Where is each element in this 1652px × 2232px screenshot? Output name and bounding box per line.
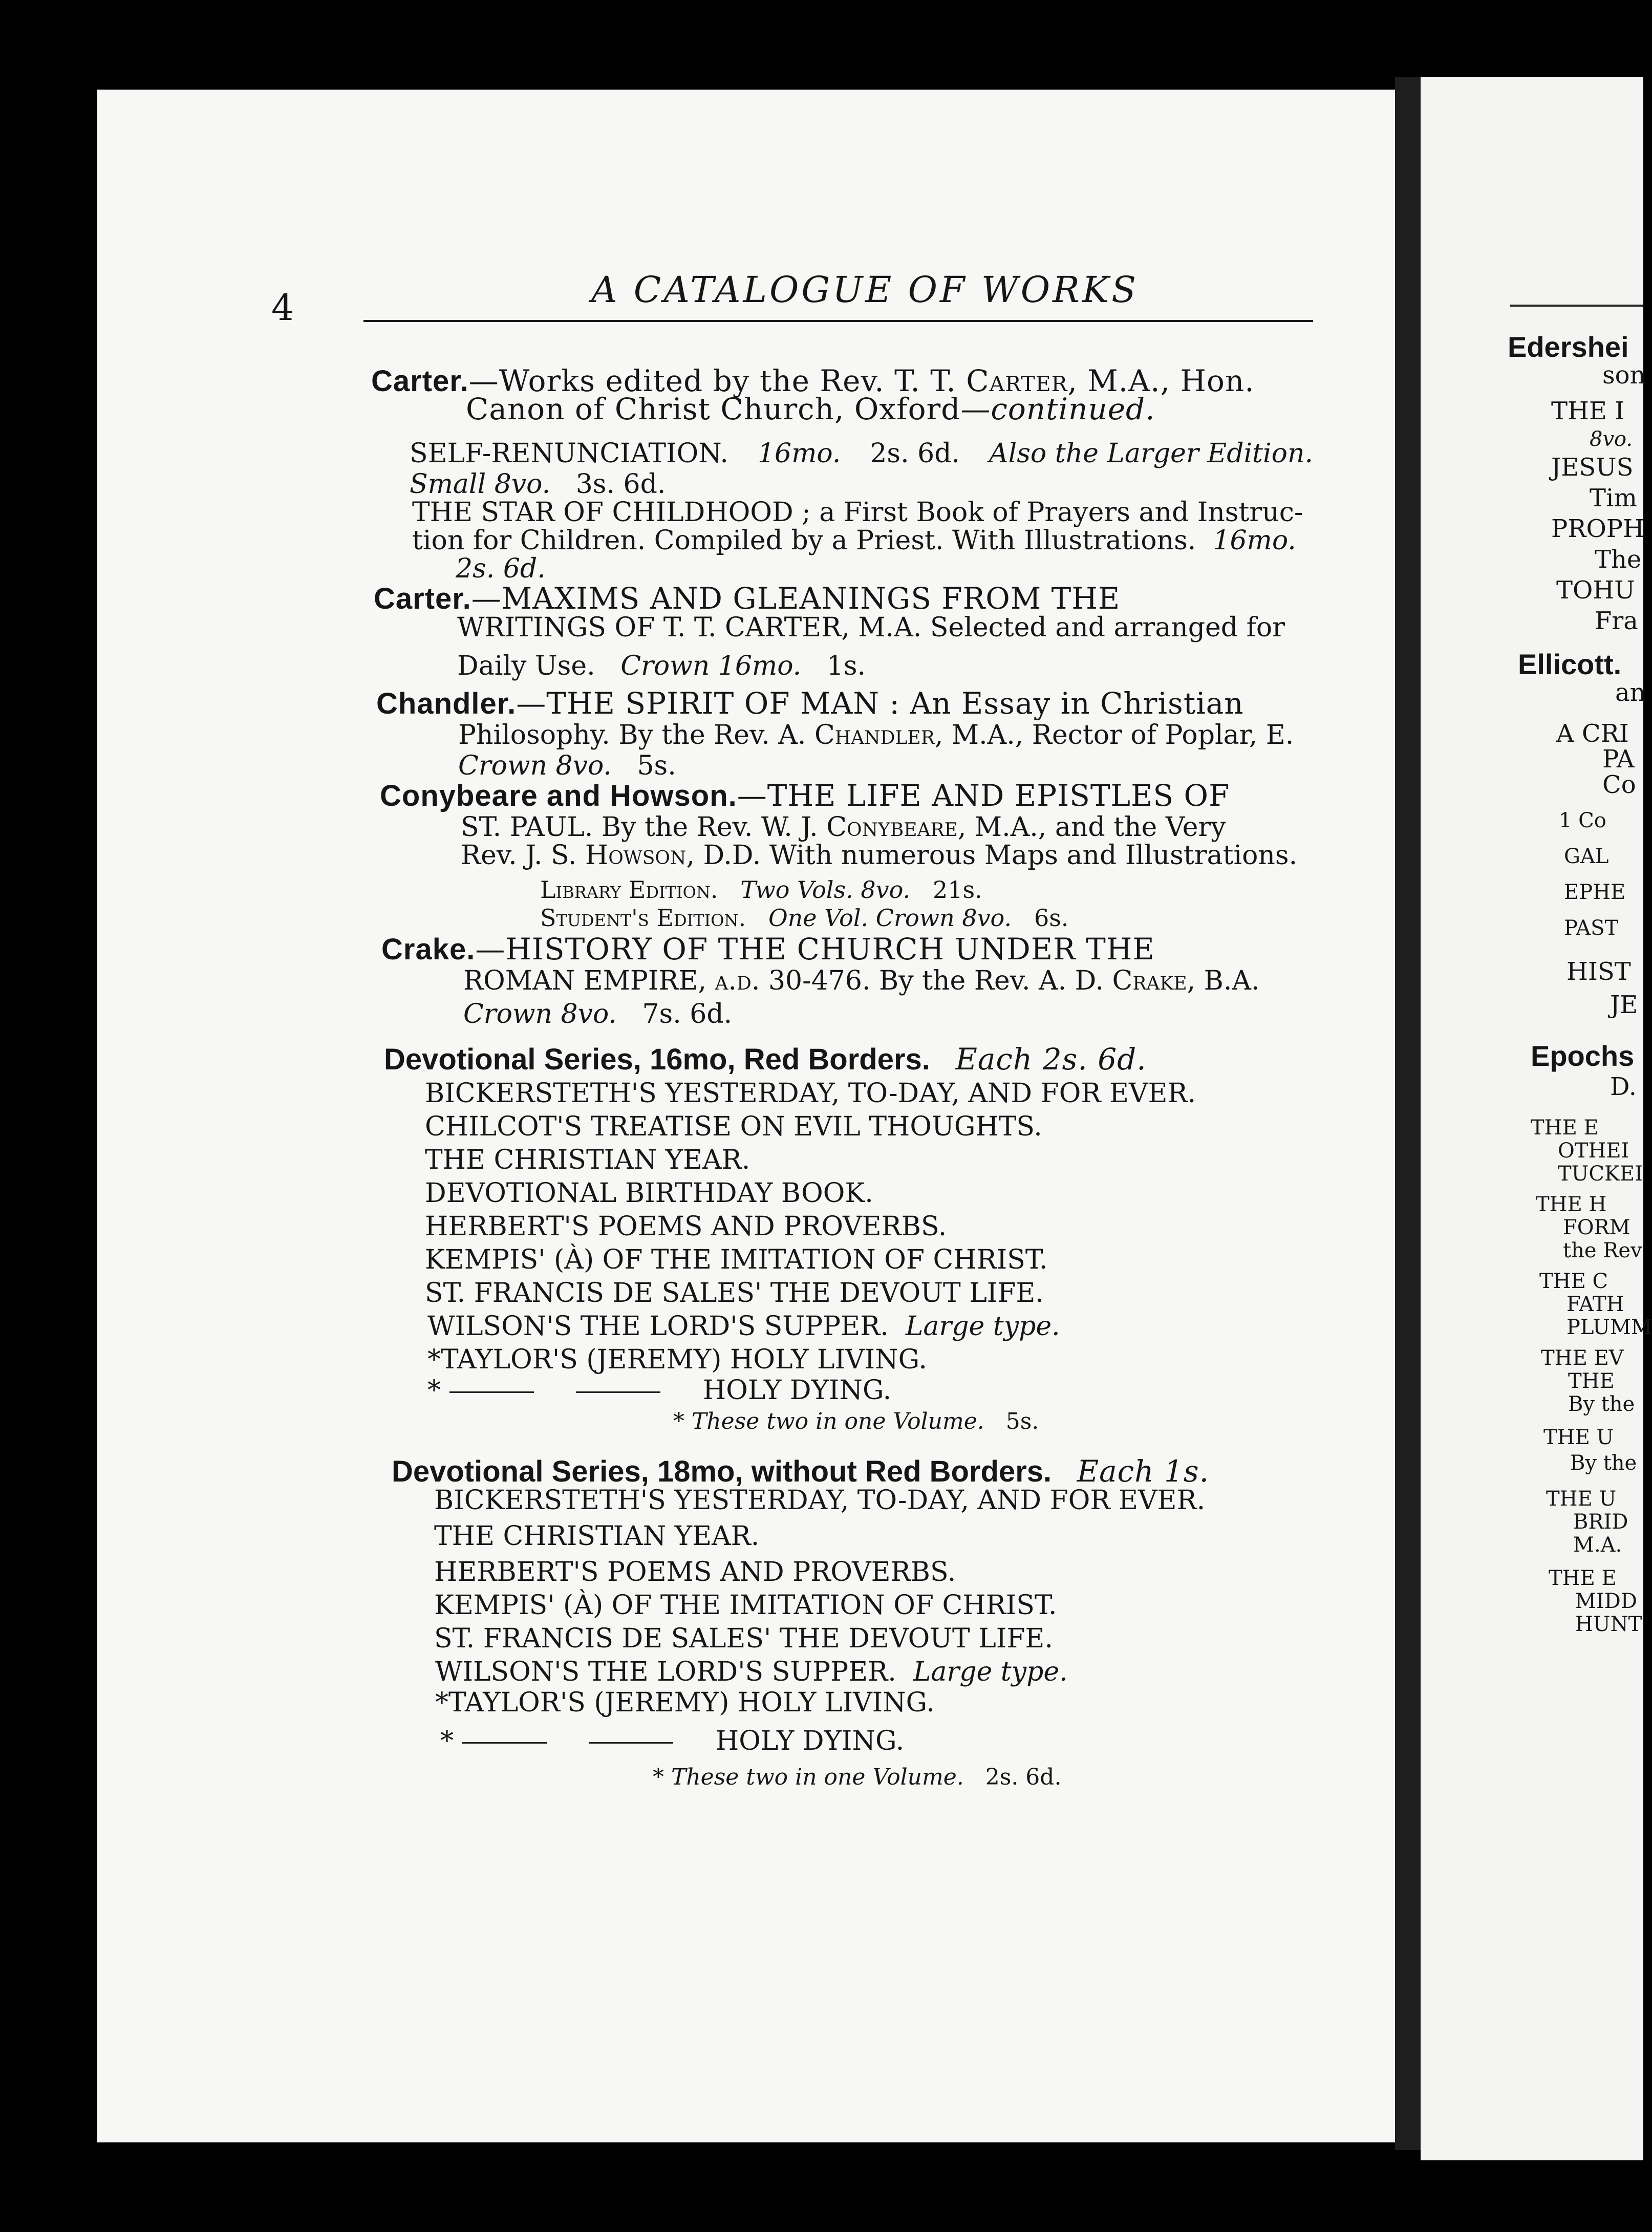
star-of-childhood-line3: 2s. 6d.: [456, 553, 546, 584]
dev18-taylor: *TAYLOR'S (JEREMY) HOLY LIVING.: [435, 1687, 935, 1718]
carter-maxims-line3: Daily Use. Crown 16mo. 1s.: [457, 651, 866, 681]
devotional-18mo-heading: Devotional Series, 18mo, without Red Borders. Each 1s.: [392, 1454, 1210, 1489]
dev18-item: BICKERSTETH'S YESTERDAY, TO-DAY, AND FOR EVER.: [434, 1485, 1206, 1516]
dev16-item: DEVOTIONAL BIRTHDAY BOOK.: [425, 1178, 873, 1209]
star-of-childhood-line1: THE STAR OF CHILDHOOD ; a First Book of Prayers and Instruc-: [412, 497, 1303, 528]
dev16-item: THE CHRISTIAN YEAR.: [425, 1145, 750, 1175]
dev18-wilson: WILSON'S THE LORD'S SUPPER. Large type.: [435, 1657, 1068, 1687]
self-renunciation-line2: Small 8vo. 3s. 6d.: [410, 469, 666, 500]
dev18-item: HERBERT'S POEMS AND PROVERBS.: [434, 1557, 956, 1587]
dev18-item: THE CHRISTIAN YEAR.: [434, 1521, 760, 1552]
ditto-dash: [576, 1391, 660, 1393]
conybeare-line3: Rev. J. S. Howson, D.D. With numerous Maps and Illustrations.: [461, 840, 1298, 871]
header-rule: [363, 320, 1313, 322]
dev16-item: CHILCOT'S TREATISE ON EVIL THOUGHTS.: [425, 1111, 1042, 1142]
dev16-item: ST. FRANCIS DE SALES' THE DEVOUT LIFE.: [425, 1278, 1044, 1308]
book-spine: [1395, 77, 1421, 2150]
dev18-holy-dying: * HOLY DYING.: [440, 1726, 905, 1756]
right-page-fragment: Edershei son THE I 8vo. JESUS Tim PROPH The TOHU Fra Ellicott. an A CRI PA Co 1 Co GAL EPHE PAST HIST JE Epochs D. THE E OTHEI TUCKEI THE H FORM the Rev THE C FATH PLUMM THE EV THE By the THE U By the THE U BRID M.A. THE E MIDD HUNT: [1421, 77, 1643, 2160]
dev16-holy-dying: * HOLY DYING.: [427, 1375, 892, 1406]
star-of-childhood-line2: tion for Children. Compiled by a Priest. With Illustrations. 16mo.: [412, 525, 1296, 556]
chandler-line2: Philosophy. By the Rev. A. Chandler, M.A., Rector of Poplar, E.: [458, 720, 1294, 750]
carter-maxims-line2: WRITINGS OF T. T. CARTER, M.A. Selected and arranged for: [457, 612, 1285, 643]
dev18-item: ST. FRANCIS DE SALES' THE DEVOUT LIFE.: [434, 1623, 1053, 1654]
page-number: 4: [271, 287, 294, 329]
carter-maxims-line1: Carter.—MAXIMS AND GLEANINGS FROM THE: [374, 581, 1121, 616]
carter-entry-line1: Carter.—Works edited by the Rev. T. T. Carter, M.A., Hon.: [371, 363, 1255, 398]
dev18-note: * These two in one Volume. 2s. 6d.: [653, 1764, 1062, 1790]
students-edition-line: Student's Edition. One Vol. Crown 8vo. 6s.: [540, 904, 1069, 932]
self-renunciation-line: SELF-RENUNCIATION. 16mo. 2s. 6d. Also the Larger Edition.: [410, 438, 1313, 469]
dev16-note: * These two in one Volume. 5s.: [673, 1408, 1039, 1434]
ditto-dash: [449, 1391, 534, 1393]
crake-line2: ROMAN EMPIRE, a.d. 30-476. By the Rev. A. D. Crake, B.A.: [463, 965, 1260, 996]
running-head: A CATALOGUE OF WORKS: [591, 269, 1139, 311]
chandler-line3: Crown 8vo. 5s.: [458, 750, 676, 781]
dev16-item: HERBERT'S POEMS AND PROVERBS.: [425, 1211, 947, 1242]
right-header-rule: [1510, 305, 1643, 307]
crake-line1: Crake.—HISTORY OF THE CHURCH UNDER THE: [381, 932, 1155, 967]
dev16-item: BICKERSTETH'S YESTERDAY, TO-DAY, AND FOR EVER.: [425, 1078, 1196, 1109]
dev18-item: KEMPIS' (À) OF THE IMITATION OF CHRIST.: [434, 1590, 1057, 1621]
conybeare-line2: ST. PAUL. By the Rev. W. J. Conybeare, M.A., and the Very: [461, 812, 1226, 843]
dev16-taylor: *TAYLOR'S (JEREMY) HOLY LIVING.: [427, 1344, 927, 1375]
headword: Carter.: [371, 364, 469, 398]
devotional-16mo-heading: Devotional Series, 16mo, Red Borders. Each 2s. 6d.: [384, 1042, 1147, 1077]
conybeare-line1: Conybeare and Howson.—THE LIFE AND EPISTLES OF: [380, 778, 1230, 813]
chandler-line1: Chandler.—THE SPIRIT OF MAN : An Essay in Christian: [376, 686, 1244, 721]
library-edition-line: Library Edition. Two Vols. 8vo. 21s.: [540, 876, 982, 904]
dev16-wilson: WILSON'S THE LORD'S SUPPER. Large type.: [427, 1311, 1060, 1342]
crake-line3: Crown 8vo. 7s. 6d.: [463, 999, 733, 1029]
dev16-item: KEMPIS' (À) OF THE IMITATION OF CHRIST.: [425, 1244, 1048, 1275]
ditto-dash: [589, 1742, 673, 1744]
ditto-dash: [462, 1742, 547, 1744]
carter-entry-line2: Canon of Christ Church, Oxford—continued.: [466, 392, 1155, 426]
